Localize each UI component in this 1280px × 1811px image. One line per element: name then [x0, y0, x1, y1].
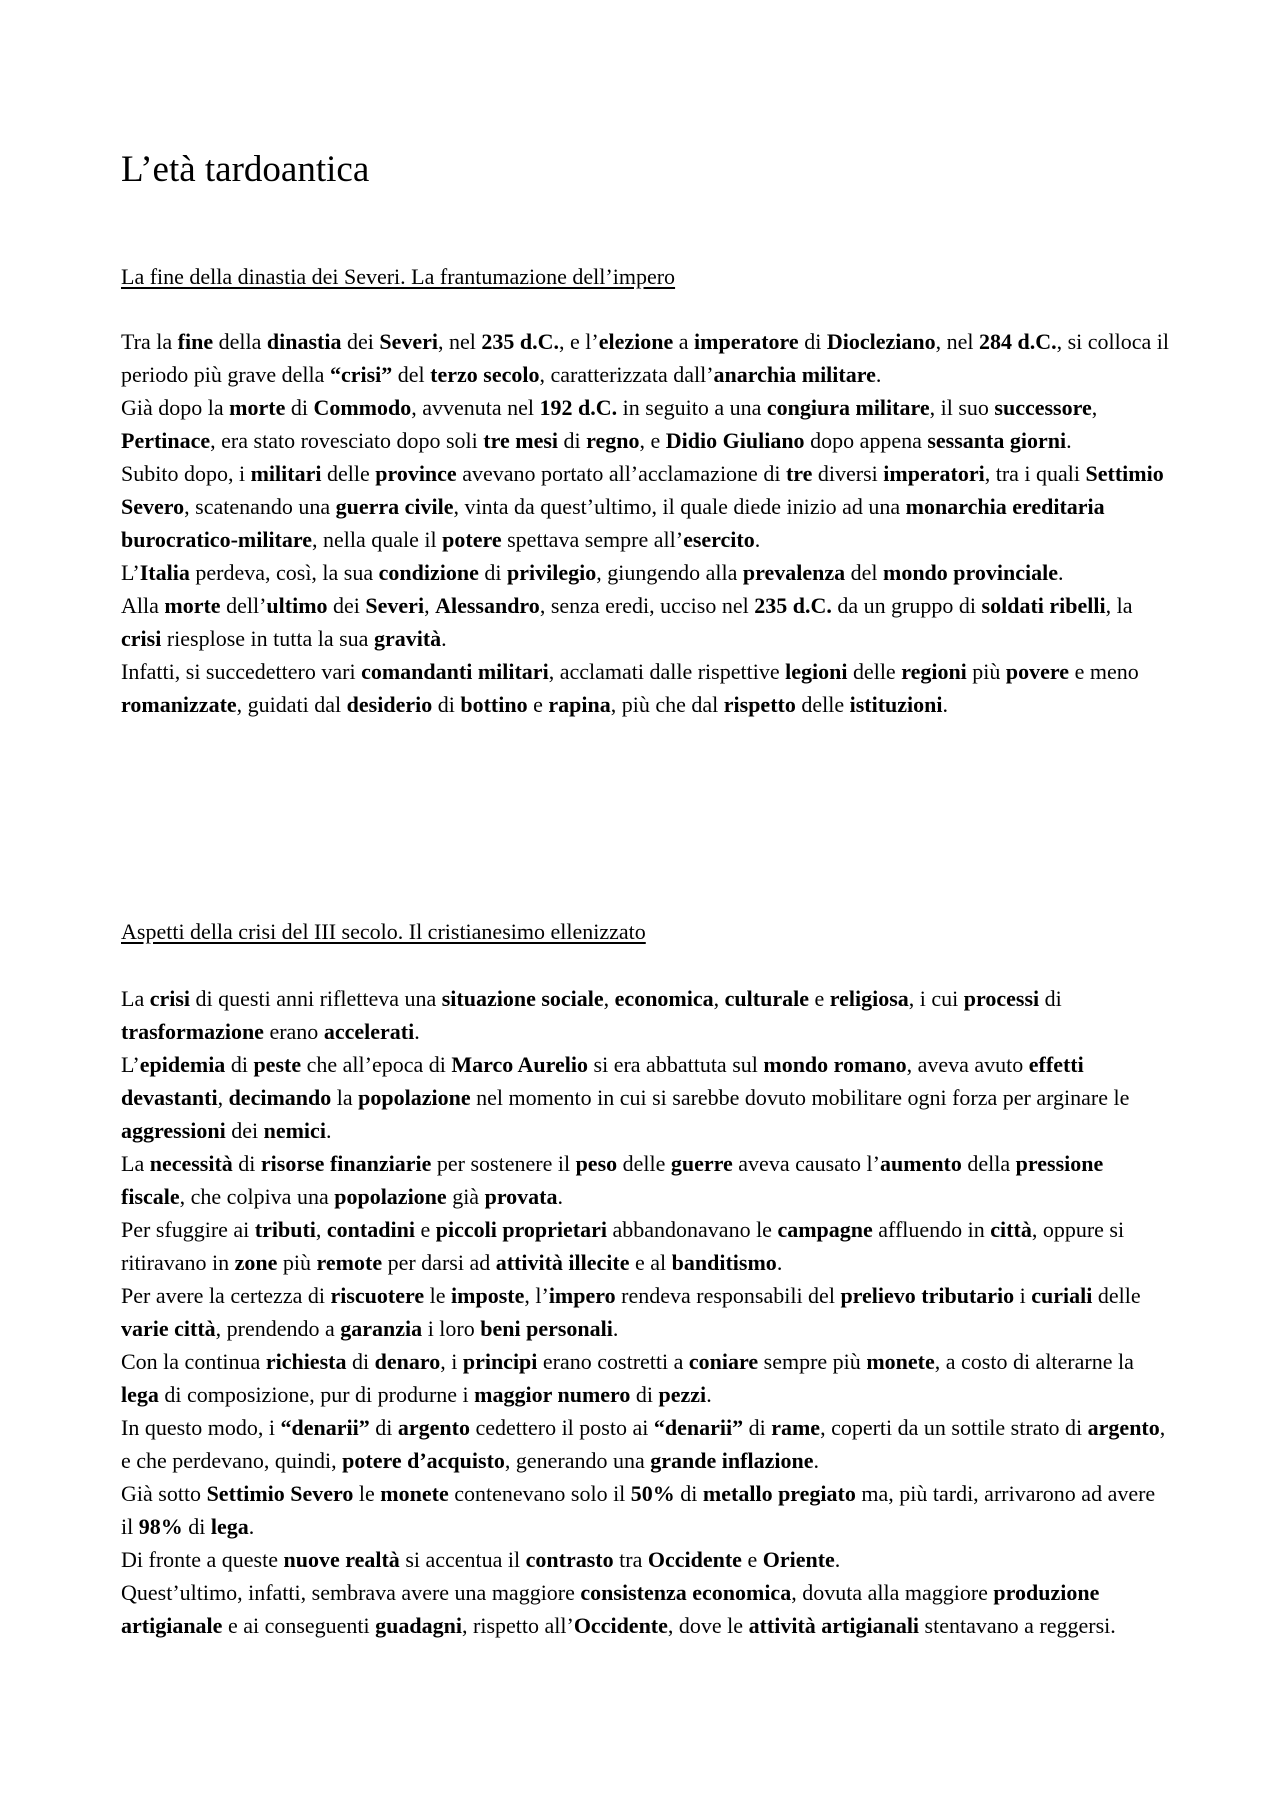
text-run: , coperti da un sottile strato di	[820, 1415, 1088, 1440]
text-run: della	[961, 1151, 1016, 1176]
bold-run: lega	[121, 1382, 159, 1407]
bold-run: remote	[316, 1250, 383, 1275]
text-run: riesplose in tutta la sua	[161, 626, 374, 651]
bold-run: Italia	[139, 560, 190, 585]
bold-run: impero	[548, 1283, 616, 1308]
bold-run: monete	[380, 1481, 449, 1506]
bold-run: soldati ribelli	[981, 593, 1106, 618]
text-run: , più che dal	[610, 692, 724, 717]
bold-run: 98%	[138, 1514, 183, 1539]
bold-run: coniare	[688, 1349, 759, 1374]
text-run: ,	[713, 986, 725, 1011]
text-run: , nel	[438, 329, 482, 354]
bold-run: Marco Aurelio	[451, 1052, 589, 1077]
text-run: più	[277, 1250, 317, 1275]
bold-run: 50%	[630, 1481, 675, 1506]
text-run: le	[353, 1481, 381, 1506]
text-run: Subito dopo, i	[121, 461, 251, 486]
text-run: e ai conseguenti	[222, 1613, 376, 1638]
text-run: ,	[1091, 395, 1098, 420]
text-run: di	[182, 1514, 211, 1539]
text-run: delle	[795, 692, 850, 717]
bold-run: 192 d.C.	[539, 395, 618, 420]
text-run: Quest’ultimo, infatti, sembrava avere una maggiore	[121, 1580, 581, 1605]
text-run: dell’	[220, 593, 267, 618]
bold-run: Diocleziano	[826, 329, 936, 354]
section-heading: La fine della dinastia dei Severi. La frantumazione dell’impero	[121, 264, 676, 289]
bold-run: imposte	[451, 1283, 525, 1308]
bold-run: imperatori	[883, 461, 985, 486]
text-run: Tra la	[121, 329, 178, 354]
bold-run: contadini	[326, 1217, 415, 1242]
bold-run: beni personali	[480, 1316, 613, 1341]
paragraph	[121, 1147, 1171, 1213]
paragraph	[121, 391, 1171, 457]
bold-run: potere d’acquisto	[342, 1448, 505, 1473]
bold-run: accelerati	[323, 1019, 415, 1044]
bold-run: imperatore	[694, 329, 799, 354]
bold-run: religiosa	[829, 986, 909, 1011]
bold-run: guadagni	[375, 1613, 462, 1638]
text-run: , nel	[935, 329, 979, 354]
text-run: del	[392, 362, 431, 387]
bold-run: culturale	[724, 986, 809, 1011]
bold-run: rapina	[548, 692, 611, 717]
text-run: , la	[1105, 593, 1133, 618]
bold-run: guerra civile	[335, 494, 454, 519]
paragraph	[121, 982, 1171, 1048]
text-run: tra	[613, 1547, 648, 1572]
paragraph	[121, 589, 1171, 655]
paragraph	[121, 1345, 1171, 1411]
text-run: dopo appena	[804, 428, 928, 453]
text-run: , guidati dal	[236, 692, 347, 717]
text-run: In questo modo, i	[121, 1415, 281, 1440]
text-run: Per sfuggire ai	[121, 1217, 255, 1242]
bold-run: terzo secolo	[430, 362, 540, 387]
bold-run: provata	[484, 1184, 558, 1209]
section-heading: Aspetti della crisi del III secolo. Il cristianesimo ellenizzato	[121, 919, 646, 944]
text-run: , i	[440, 1349, 463, 1374]
text-run: in seguito a una	[617, 395, 767, 420]
text-run: erano costretti a	[537, 1349, 689, 1374]
bold-run: regno	[586, 428, 640, 453]
bold-run: rame	[771, 1415, 821, 1440]
bold-run: legioni	[785, 659, 848, 684]
text-run: Già sotto	[121, 1481, 207, 1506]
bold-run: elezione	[598, 329, 674, 354]
bold-run: consistenza economica	[580, 1580, 792, 1605]
bold-run: Severi	[379, 329, 438, 354]
bold-run: risorse finanziarie	[260, 1151, 432, 1176]
text-run: e al	[629, 1250, 672, 1275]
text-run: del	[845, 560, 883, 585]
bold-run: banditismo	[671, 1250, 777, 1275]
text-run: di	[232, 1151, 261, 1176]
bold-run: comandanti militari	[361, 659, 549, 684]
text-run: La	[121, 1151, 150, 1176]
paragraph	[121, 1477, 1171, 1543]
text-run: L’	[121, 1052, 140, 1077]
text-run: , i cui	[908, 986, 964, 1011]
bold-run: Commodo	[313, 395, 412, 420]
bold-run: militari	[250, 461, 322, 486]
bold-run: Severi	[365, 593, 425, 618]
bold-run: Pertinace	[121, 428, 211, 453]
text-run: sempre più	[758, 1349, 867, 1374]
text-run: delle	[1092, 1283, 1141, 1308]
bold-run: aggressioni	[121, 1118, 226, 1143]
text-run: la	[331, 1085, 359, 1110]
text-run: stentavano a reggersi.	[919, 1613, 1116, 1638]
text-run: , nella quale il	[312, 527, 443, 552]
bold-run: effetti devastanti	[121, 1052, 1084, 1110]
text-run: Con la continua	[121, 1349, 266, 1374]
bold-run: 284 d.C.	[978, 329, 1057, 354]
bold-run: trasformazione	[121, 1019, 264, 1044]
text-run: , a costo di alterarne la	[934, 1349, 1134, 1374]
bold-run: Didio Giuliano	[665, 428, 805, 453]
bold-run: Oriente	[762, 1547, 835, 1572]
text-run: ma, più tardi, arrivarono ad avere il	[121, 1481, 1156, 1539]
text-run: , prendendo a	[215, 1316, 341, 1341]
bold-run: campagne	[777, 1217, 873, 1242]
text-run: per darsi ad	[382, 1250, 496, 1275]
text-run: i	[1014, 1283, 1032, 1308]
bold-run: monete	[866, 1349, 935, 1374]
bold-run: principi	[462, 1349, 538, 1374]
paragraph	[121, 655, 1171, 721]
text-run: avevano portato all’acclamazione di	[456, 461, 786, 486]
text-run: .	[706, 1382, 712, 1407]
text-run: Per avere la certezza di	[121, 1283, 331, 1308]
text-run: , rispetto all’	[462, 1613, 574, 1638]
text-run: dei	[341, 329, 380, 354]
bold-run: attività artigianali	[748, 1613, 920, 1638]
bold-run: desiderio	[346, 692, 433, 717]
bold-run: mondo provinciale	[883, 560, 1059, 585]
bold-run: peso	[575, 1151, 618, 1176]
text-run: di	[674, 1481, 703, 1506]
bold-run: “crisi”	[329, 362, 393, 387]
text-run: .	[441, 626, 447, 651]
bold-run: Settimio Severo	[121, 461, 1164, 519]
text-run: , aveva avuto	[906, 1052, 1029, 1077]
text-run: , senza eredi, ucciso nel	[539, 593, 755, 618]
text-run: e meno	[1069, 659, 1139, 684]
text-run: Già dopo la	[121, 395, 230, 420]
paragraph	[121, 325, 1171, 391]
text-run: Di fronte a queste	[121, 1547, 284, 1572]
bold-run: argento	[397, 1415, 470, 1440]
text-run: , avvenuta nel	[411, 395, 540, 420]
bold-run: nemici	[263, 1118, 326, 1143]
text-run: , che colpiva una	[179, 1184, 335, 1209]
bold-run: popolazione	[334, 1184, 447, 1209]
text-run: , giungendo alla	[596, 560, 743, 585]
bold-run: povere	[1005, 659, 1070, 684]
text-run: spettava sempre all’	[501, 527, 684, 552]
bold-run: morte	[164, 593, 221, 618]
bold-run: fine	[177, 329, 214, 354]
text-run: della	[213, 329, 267, 354]
bold-run: mondo romano	[763, 1052, 907, 1077]
text-run: delle	[847, 659, 902, 684]
text-run: , dove le	[667, 1613, 749, 1638]
bold-run: riscuotere	[330, 1283, 425, 1308]
text-run: .	[776, 1250, 783, 1275]
bold-run: congiura militare	[766, 395, 930, 420]
text-run: da un gruppo di	[831, 593, 982, 618]
text-run: di	[225, 1052, 254, 1077]
text-run: , tra i quali	[984, 461, 1086, 486]
text-run: già	[446, 1184, 485, 1209]
text-run: L’	[121, 560, 140, 585]
bold-run: popolazione	[358, 1085, 471, 1110]
bold-run: privilegio	[507, 560, 597, 585]
text-run: .	[612, 1316, 619, 1341]
text-run: ,	[424, 593, 436, 618]
text-run: più	[966, 659, 1006, 684]
text-run: affluendo in	[872, 1217, 991, 1242]
text-run: rendeva responsabili del	[615, 1283, 841, 1308]
text-run: di questi anni rifletteva una	[190, 986, 442, 1011]
text-run: diversi	[812, 461, 884, 486]
paragraph	[121, 1048, 1171, 1147]
text-run: .	[325, 1118, 332, 1143]
bold-run: argento	[1087, 1415, 1160, 1440]
text-run: .	[813, 1448, 819, 1473]
bold-run: gravità	[373, 626, 442, 651]
bold-run: prelievo tributario	[840, 1283, 1015, 1308]
text-run: di	[346, 1349, 375, 1374]
bold-run: contrasto	[525, 1547, 614, 1572]
bold-run: anarchia militare	[713, 362, 876, 387]
text-run: di composizione, pur di produrne i	[158, 1382, 475, 1407]
text-run: .	[754, 527, 761, 552]
bold-run: pressione fiscale	[121, 1151, 1104, 1209]
bold-run: morte	[229, 395, 286, 420]
text-run: per sostenere il	[431, 1151, 576, 1176]
text-run: di	[369, 1415, 398, 1440]
paragraph	[121, 1411, 1171, 1477]
text-run: , caratterizzata dall’	[539, 362, 714, 387]
bold-run: romanizzate	[121, 692, 237, 717]
text-run: .	[557, 1184, 564, 1209]
text-run: dei	[327, 593, 366, 618]
text-run: le	[424, 1283, 452, 1308]
text-run: .	[248, 1514, 255, 1539]
text-run: a	[673, 329, 695, 354]
text-run: di	[478, 560, 507, 585]
text-run: .	[414, 1019, 420, 1044]
paragraph	[121, 1279, 1171, 1345]
text-run: , e che perdevano, quindi,	[121, 1415, 1166, 1473]
bold-run: peste	[253, 1052, 302, 1077]
text-run: Alla	[121, 593, 165, 618]
text-run: , vinta da quest’ultimo, il quale diede inizio ad una	[453, 494, 906, 519]
bold-run: curiali	[1031, 1283, 1093, 1308]
text-run: La	[121, 986, 150, 1011]
section-body	[121, 982, 1171, 1642]
bold-run: zone	[234, 1250, 278, 1275]
text-run: .	[1058, 560, 1064, 585]
bold-run: grande inflazione	[650, 1448, 814, 1473]
text-run: ,	[315, 1217, 327, 1242]
bold-run: tre	[785, 461, 813, 486]
bold-run: province	[375, 461, 457, 486]
paragraph	[121, 1576, 1171, 1642]
page-title: L’età tardoantica	[121, 149, 370, 190]
bold-run: sessanta giorni	[927, 428, 1067, 453]
text-run: perdeva, così, la sua	[189, 560, 379, 585]
bold-run: bottino	[460, 692, 528, 717]
text-run: erano	[263, 1019, 324, 1044]
text-run: , era stato rovesciato dopo soli	[210, 428, 484, 453]
bold-run: esercito	[683, 527, 755, 552]
bold-run: situazione sociale	[441, 986, 604, 1011]
bold-run: lega	[210, 1514, 249, 1539]
bold-run: processi	[963, 986, 1040, 1011]
text-run: delle	[321, 461, 376, 486]
bold-run: 235 d.C.	[754, 593, 832, 618]
bold-run: rispetto	[723, 692, 796, 717]
bold-run: varie città	[121, 1316, 216, 1341]
text-run: , acclamati dalle rispettive	[548, 659, 786, 684]
bold-run: dinastia	[266, 329, 342, 354]
bold-run: pezzi	[658, 1382, 707, 1407]
bold-run: “denarii”	[280, 1415, 370, 1440]
text-run: , l’	[524, 1283, 549, 1308]
bold-run: attività illecite	[495, 1250, 630, 1275]
text-run: di	[743, 1415, 772, 1440]
text-run: si era abbattuta sul	[588, 1052, 764, 1077]
text-run: nel momento in cui si sarebbe dovuto mobilitare ogni forza per arginare le	[470, 1085, 1130, 1110]
bold-run: produzione artigianale	[121, 1580, 1100, 1638]
text-run: , e	[639, 428, 666, 453]
bold-run: crisi	[149, 986, 191, 1011]
bold-run: Alessandro	[435, 593, 540, 618]
bold-run: aumento	[880, 1151, 962, 1176]
bold-run: 235 d.C.	[481, 329, 560, 354]
bold-run: crisi	[121, 626, 162, 651]
bold-run: ultimo	[266, 593, 328, 618]
bold-run: garanzia	[340, 1316, 423, 1341]
text-run: , si colloca il periodo più grave della	[121, 329, 1170, 387]
bold-run: metallo pregiato	[702, 1481, 856, 1506]
bold-run: nuove realtà	[283, 1547, 400, 1572]
text-run: e	[527, 692, 549, 717]
text-run: contenevano solo il	[448, 1481, 631, 1506]
bold-run: regioni	[901, 659, 967, 684]
bold-run: monarchia ereditaria burocratico-militare	[121, 494, 1105, 552]
text-run: che all’epoca di	[301, 1052, 452, 1077]
text-run: .	[1066, 428, 1072, 453]
bold-run: piccoli proprietari	[435, 1217, 608, 1242]
text-run: di	[285, 395, 314, 420]
bold-run: “denarii”	[653, 1415, 744, 1440]
bold-run: successore	[994, 395, 1092, 420]
bold-run: condizione	[378, 560, 479, 585]
bold-run: Settimio Severo	[206, 1481, 354, 1506]
text-run: ,	[217, 1085, 229, 1110]
paragraph	[121, 1543, 1171, 1576]
text-run: di	[432, 692, 461, 717]
bold-run: maggior numero	[474, 1382, 631, 1407]
text-run: .	[834, 1547, 841, 1572]
bold-run: economica	[614, 986, 714, 1011]
text-run: di	[558, 428, 587, 453]
text-run: , e l’	[559, 329, 599, 354]
text-run: i loro	[422, 1316, 481, 1341]
bold-run: potere	[442, 527, 502, 552]
bold-run: decimando	[228, 1085, 332, 1110]
text-run: , scatenando una	[184, 494, 336, 519]
bold-run: richiesta	[265, 1349, 347, 1374]
text-run: Infatti, si succedettero vari	[121, 659, 362, 684]
bold-run: epidemia	[139, 1052, 226, 1077]
text-run: ,	[603, 986, 615, 1011]
text-run: di	[798, 329, 827, 354]
text-run: aveva causato l’	[732, 1151, 880, 1176]
bold-run: tre mesi	[483, 428, 559, 453]
paragraph	[121, 556, 1171, 589]
bold-run: città	[990, 1217, 1032, 1242]
text-run: e	[808, 986, 830, 1011]
section-body	[121, 325, 1171, 721]
text-run: dei	[225, 1118, 264, 1143]
bold-run: necessità	[149, 1151, 233, 1176]
bold-run: Occidente	[647, 1547, 742, 1572]
bold-run: istituzioni	[849, 692, 943, 717]
bold-run: denaro	[374, 1349, 441, 1374]
text-run: di	[1039, 986, 1062, 1011]
bold-run: guerre	[670, 1151, 733, 1176]
text-run: abbandonavano le	[607, 1217, 778, 1242]
text-run: si accentua il	[399, 1547, 526, 1572]
bold-run: prevalenza	[742, 560, 846, 585]
text-run: , il suo	[929, 395, 995, 420]
text-run: , oppure si ritiravano in	[121, 1217, 1125, 1275]
text-run: , dovuta alla maggiore	[791, 1580, 994, 1605]
text-run: e	[414, 1217, 436, 1242]
text-run: .	[942, 692, 949, 717]
text-run: , generando una	[504, 1448, 651, 1473]
text-run: di	[630, 1382, 659, 1407]
bold-run: Occidente	[573, 1613, 668, 1638]
text-run: cedettero il posto ai	[469, 1415, 654, 1440]
text-run: e	[741, 1547, 763, 1572]
bold-run: tributi	[254, 1217, 316, 1242]
paragraph	[121, 457, 1171, 556]
text-run: .	[875, 362, 882, 387]
text-run: delle	[617, 1151, 671, 1176]
paragraph	[121, 1213, 1171, 1279]
